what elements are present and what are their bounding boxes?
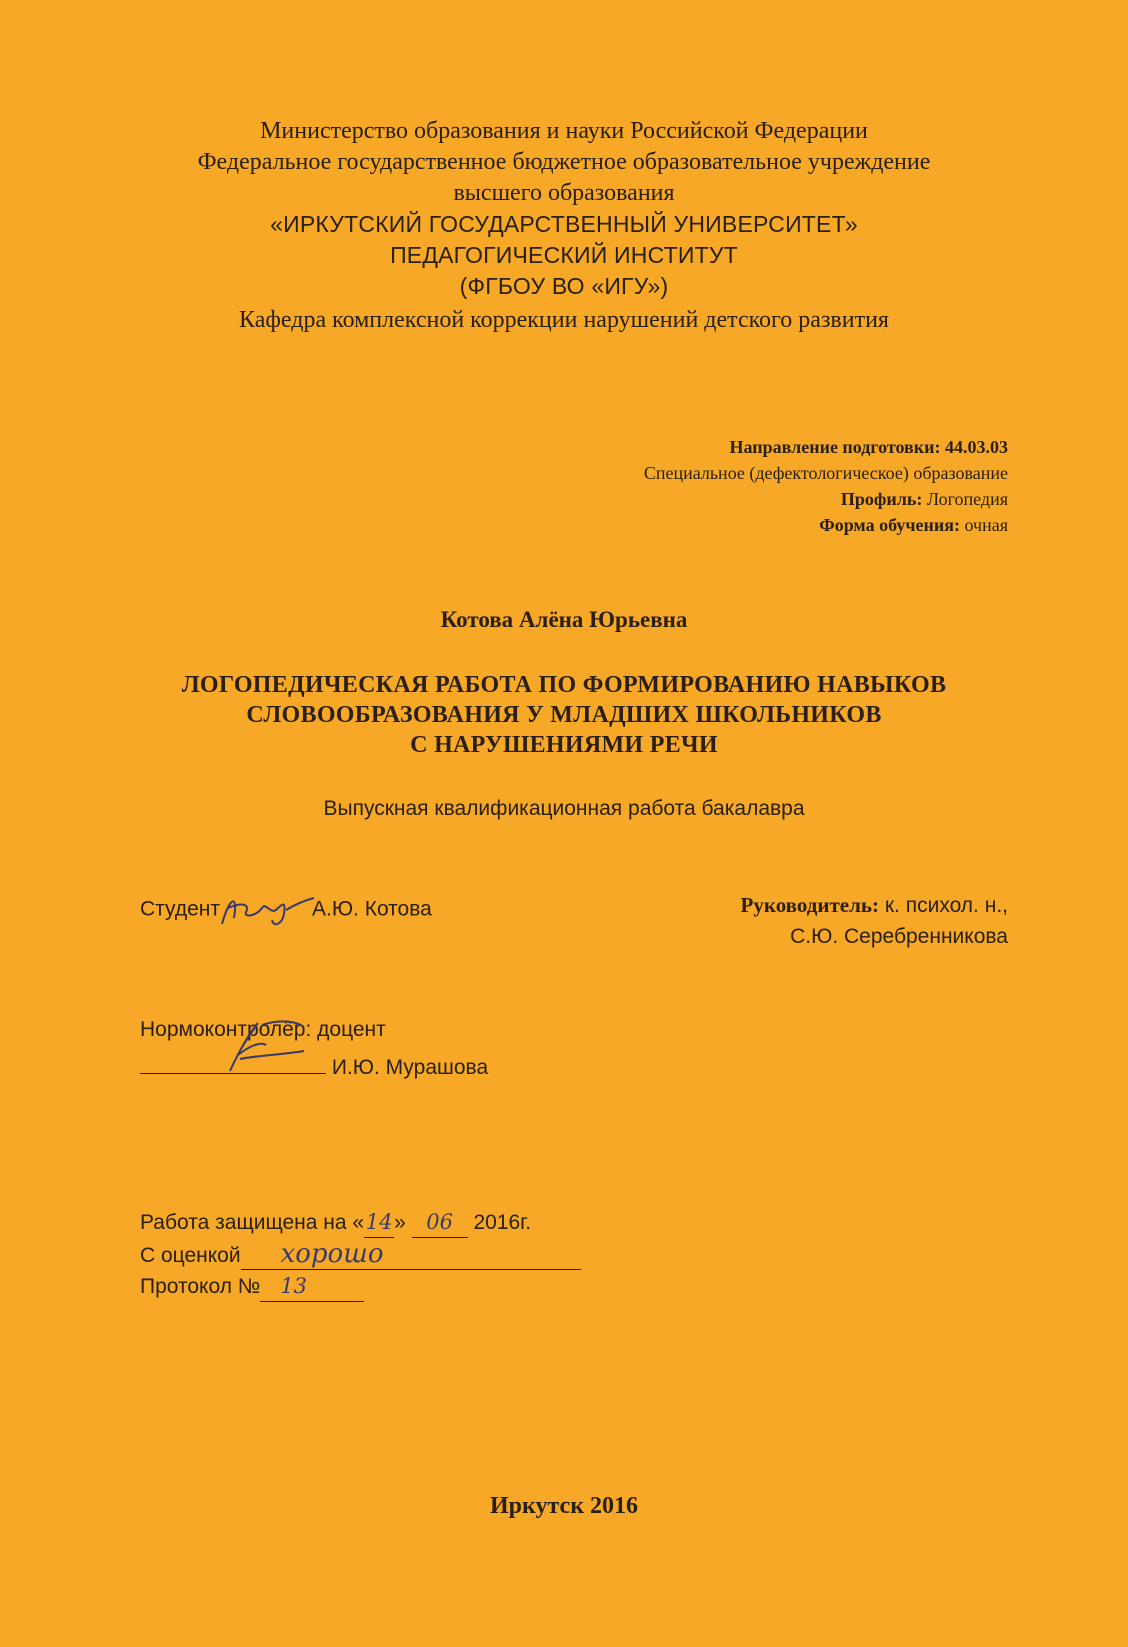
study-form-line: [819, 512, 1008, 538]
grade-line: [140, 1239, 581, 1271]
protocol-value: 13: [260, 1271, 364, 1302]
city-year: Иркутск 2016: [489, 1493, 639, 1519]
student-name: А.Ю. Котова: [311, 897, 432, 921]
thesis-title-line-2: СЛОВООБРАЗОВАНИЯ У МЛАДШИХ ШКОЛЬНИКОВ: [246, 702, 882, 728]
thesis-title-line-3: С НАРУШЕНИЯМИ РЕЧИ: [410, 732, 718, 758]
thesis-title-line-1: ЛОГОПЕДИЧЕСКАЯ РАБОТА ПО ФОРМИРОВАНИЮ НАВЫКОВ: [181, 672, 947, 698]
normcontrol-signature-field: [140, 1049, 326, 1074]
institution-type-line: Федеральное государственное бюджетное образовательное учреждение: [197, 149, 931, 175]
profile-label: Профиль:: [840, 489, 923, 509]
direction-line: [729, 434, 1008, 460]
normcontrol-label: Нормоконтролёр: доцент: [140, 1018, 386, 1041]
work-type: Выпускная квалификационная работа бакалавра: [323, 797, 805, 820]
grade-value: хорошо: [241, 1239, 581, 1270]
direction-name: Специальное (дефектологическое) образование: [643, 463, 1008, 483]
defense-month: 06: [412, 1207, 468, 1238]
university-abbr: (ФГБОУ ВО «ИГУ»): [459, 273, 669, 299]
university-name: «ИРКУТСКИЙ ГОСУДАРСТВЕННЫЙ УНИВЕРСИТЕТ»: [270, 211, 858, 237]
defense-date-line: Работа защищена на «14» 06 2016г.: [140, 1207, 531, 1238]
institute-name: ПЕДАГОГИЧЕСКИЙ ИНСТИТУТ: [390, 242, 738, 268]
normcontrol-name: И.Ю. Мурашова: [331, 1056, 489, 1079]
grade-label: С оценкой: [140, 1244, 241, 1267]
student-line: [140, 890, 432, 930]
department-name: Кафедра комплексной коррекции нарушений детского развития: [239, 307, 889, 333]
defense-year: 2016г.: [473, 1211, 532, 1234]
direction-code: 44.03.03: [945, 437, 1008, 457]
defense-prefix: Работа защищена на: [140, 1211, 347, 1234]
supervisor-label: Руководитель:: [740, 893, 880, 917]
supervisor-line: [741, 890, 1008, 921]
direction-label: Направление подготовки:: [729, 437, 941, 457]
protocol-line: [140, 1271, 364, 1302]
study-form-label: Форма обучения:: [819, 515, 960, 535]
education-level-line: высшего образования: [453, 180, 675, 206]
study-form-value: очная: [964, 515, 1008, 535]
author-name: Котова Алёна Юрьевна: [440, 607, 688, 632]
profile-value: Логопедия: [926, 489, 1008, 509]
supervisor-name: С.Ю. Серебренникова: [790, 925, 1008, 948]
normcontrol-signature: [200, 1015, 310, 1075]
supervisor-degree: к. психол. н.,: [884, 894, 1008, 917]
protocol-label: Протокол №: [140, 1275, 261, 1298]
normcontrol-line: [140, 1049, 488, 1083]
student-label: Студент: [140, 897, 220, 921]
student-signature: [216, 890, 316, 930]
defense-day: 14: [364, 1207, 394, 1238]
ministry-line: Министерство образования и науки Российской Федерации: [260, 118, 868, 144]
profile-line: [841, 486, 1008, 512]
